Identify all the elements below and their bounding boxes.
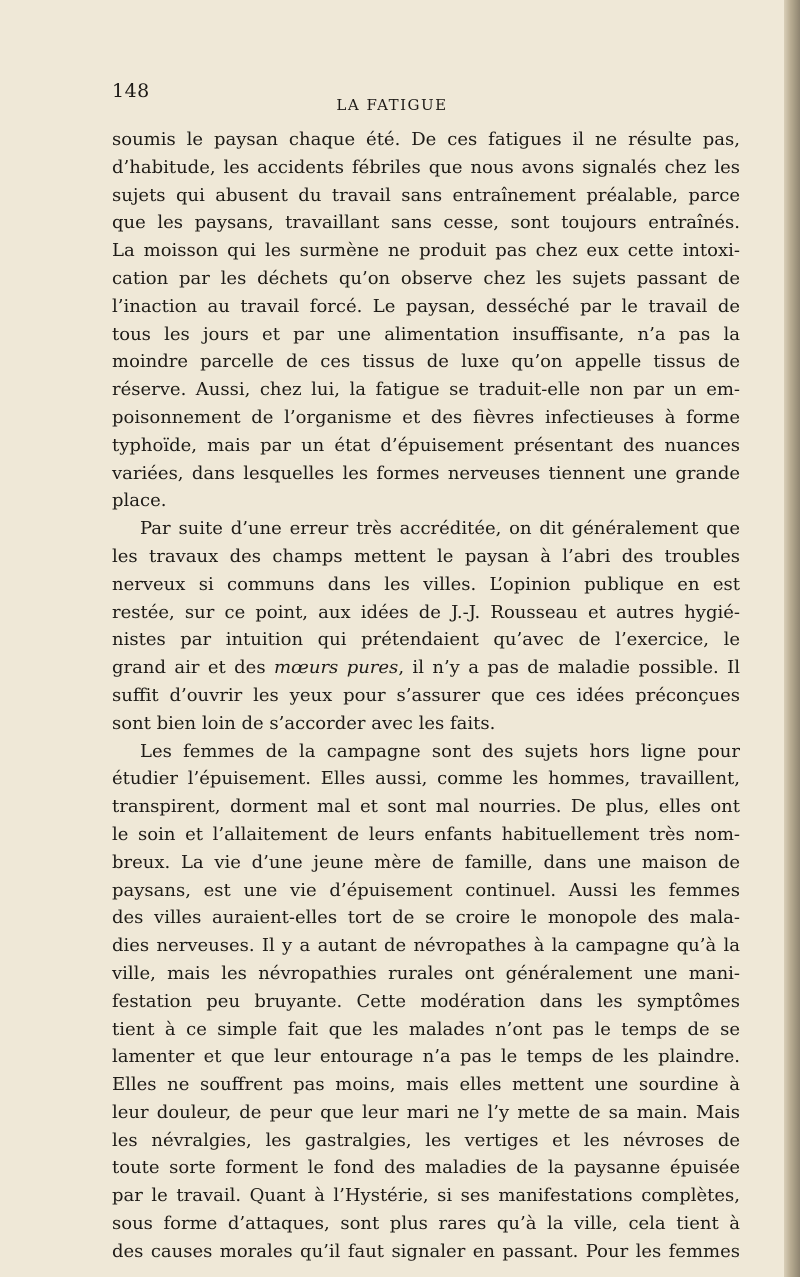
text-line: ville, mais les névropathies rurales ont généralement une mani- bbox=[112, 962, 740, 984]
text-line: nistes par intuition qui prétendaient qu’avec de l’exercice, le bbox=[112, 629, 740, 651]
text-line: transpirent, dorment mal et sont mal nourries. De plus, elles ont bbox=[112, 796, 740, 818]
page-number: 148 bbox=[112, 80, 150, 102]
text-line: nerveux si communs dans les villes. L’opinion publique en est bbox=[112, 573, 740, 595]
text-line: Par suite d’une erreur très accréditée, on dit généralement que bbox=[140, 518, 740, 540]
text-line: variées, dans lesquelles les formes nerveuses tiennent une grande bbox=[112, 462, 740, 484]
text-line: Les femmes de la campagne sont des sujets hors ligne pour bbox=[140, 740, 740, 762]
text-line: toute sorte forment le fond des maladies de la paysanne épuisée bbox=[112, 1157, 740, 1179]
text-fragment: , il n’y a pas de maladie possible. Il bbox=[398, 657, 740, 679]
text-line: Elles ne souffrent pas moins, mais elles mettent une sourdine à bbox=[112, 1074, 740, 1096]
text-line: des causes morales qu’il faut signaler en passant. Pour les femmes bbox=[112, 1240, 740, 1262]
text-line: étudier l’épuisement. Elles aussi, comme les hommes, travaillent, bbox=[112, 768, 740, 790]
text-line: d’habitude, les accidents fébriles que nous avons signalés chez les bbox=[112, 156, 740, 178]
text-line: l’inaction au travail forcé. Le paysan, desséché par le travail de bbox=[112, 295, 740, 317]
text-line: sont bien loin de s’accorder avec les faits. bbox=[112, 712, 496, 734]
text-line: suffit d’ouvrir les yeux pour s’assurer que ces idées préconçues bbox=[112, 684, 740, 706]
text-line: lamenter et que leur entourage n’a pas le temps de les plaindre. bbox=[112, 1046, 740, 1068]
text-line: réserve. Aussi, chez lui, la fatigue se traduit-elle non par un em- bbox=[112, 379, 740, 401]
page-binding-edge bbox=[784, 0, 800, 1277]
text-line: breux. La vie d’une jeune mère de famille, dans une maison de bbox=[112, 851, 740, 873]
running-head: LA FATIGUE bbox=[336, 96, 448, 114]
emphasis-text: mœurs pures bbox=[273, 657, 399, 679]
text-line: tous les jours et par une alimentation insuffisante, n’a pas la bbox=[112, 323, 740, 345]
text-line: par le travail. Quant à l’Hystérie, si ses manifestations complètes, bbox=[112, 1185, 740, 1207]
text-line: paysans, est une vie d’épuisement continuel. Aussi les femmes bbox=[112, 879, 740, 901]
text-line: que les paysans, travaillant sans cesse, sont toujours entraînés. bbox=[112, 212, 740, 234]
text-line: sujets qui abusent du travail sans entraînement préalable, parce bbox=[112, 184, 740, 206]
text-line: soumis le paysan chaque été. De ces fatigues il ne résulte pas, bbox=[112, 129, 740, 150]
text-line: tient à ce simple fait que les malades n’ont pas le temps de se bbox=[112, 1018, 740, 1040]
text-line: leur douleur, de peur que leur mari ne l’y mette de sa main. Mais bbox=[112, 1101, 740, 1123]
text-line: restée, sur ce point, aux idées de J.-J. Rousseau et autres hygié- bbox=[112, 601, 740, 623]
text-line: des villes auraient-elles tort de se croire le monopole des mala- bbox=[112, 907, 740, 929]
text-line: sous forme d’attaques, sont plus rares qu’à la ville, cela tient à bbox=[112, 1213, 740, 1235]
text-fragment: grand air et des bbox=[112, 657, 274, 679]
text-line: poisonnement de l’organisme et des fièvres infectieuses à forme bbox=[112, 406, 740, 428]
text-line: les névralgies, les gastralgies, les vertiges et les névroses de bbox=[112, 1129, 740, 1151]
body-text bbox=[112, 126, 740, 1266]
text-line: les travaux des champs mettent le paysan à l’abri des troubles bbox=[112, 545, 740, 567]
text-line: cation par les déchets qu’on observe chez les sujets passant de bbox=[112, 267, 740, 289]
text-line: dies nerveuses. Il y a autant de névropathes à la campagne qu’à la bbox=[112, 935, 740, 957]
text-line: typhoïde, mais par un état d’épuisement présentant des nuances bbox=[112, 434, 740, 456]
text-line: le soin et l’allaitement de leurs enfants habituellement très nom- bbox=[112, 823, 740, 845]
text-line: La moisson qui les surmène ne produit pas chez eux cette intoxi- bbox=[112, 240, 740, 262]
text-line-with-emphasis bbox=[112, 654, 740, 682]
text-line: place. bbox=[112, 490, 167, 512]
text-line: moindre parcelle de ces tissus de luxe qu’on appelle tissus de bbox=[112, 351, 740, 373]
text-line: festation peu bruyante. Cette modération dans les symptômes bbox=[112, 990, 740, 1012]
